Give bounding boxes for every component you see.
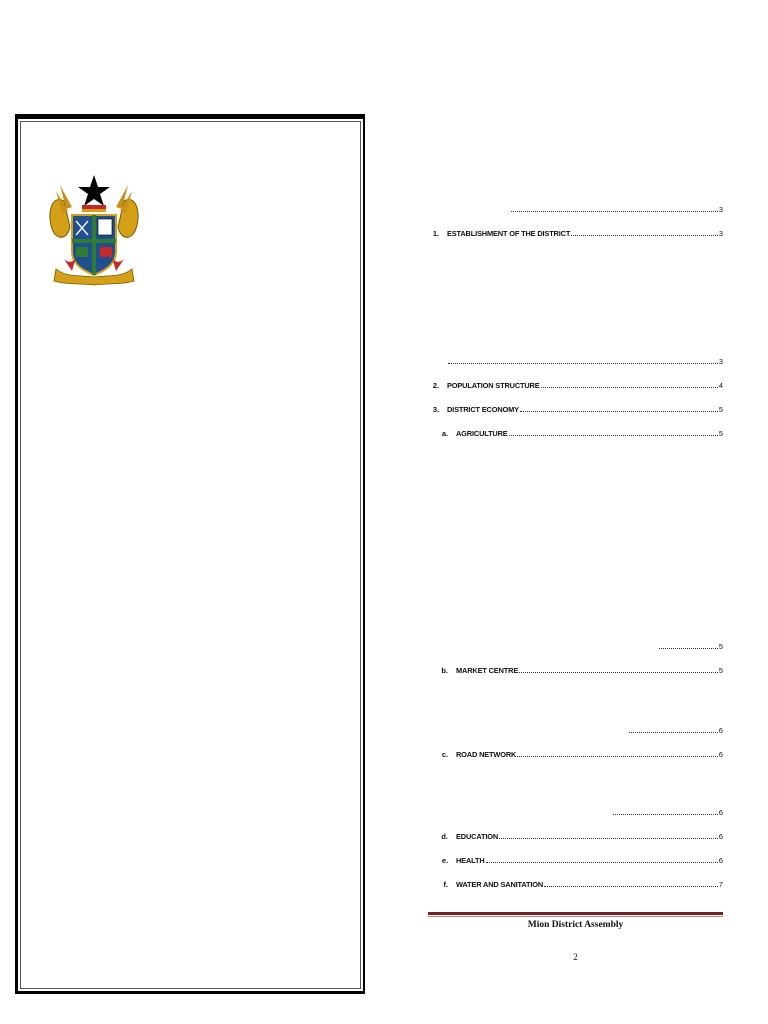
- toc-page-number: 6: [718, 750, 723, 759]
- toc-entry-number: c.: [441, 750, 448, 759]
- toc-entry[interactable]: [612, 805, 723, 817]
- toc-page-number: 6: [718, 832, 723, 841]
- toc-page-number: 5: [718, 642, 723, 651]
- toc-page-number: 5: [718, 405, 723, 414]
- toc-entry-number: a.: [441, 429, 448, 438]
- toc-leader-dots: [571, 235, 718, 236]
- toc-entry-number: 2.: [432, 381, 439, 390]
- toc-leader-dots: [520, 411, 718, 412]
- toc-entry-title: POPULATION STRUCTURE: [447, 381, 540, 390]
- toc-entry[interactable]: [430, 226, 723, 238]
- toc-entry-title: ESTABLISHMENT OF THE DISTRICT: [447, 229, 571, 238]
- toc-page-number: 6: [718, 726, 723, 735]
- toc-page-number: 3: [718, 205, 723, 214]
- toc-page-number: 6: [718, 808, 723, 817]
- toc-entry[interactable]: [430, 426, 723, 438]
- toc-entry[interactable]: [430, 663, 723, 675]
- toc-entry-number: d.: [441, 832, 448, 841]
- toc-page-number: 3: [718, 229, 723, 238]
- toc-entry[interactable]: [430, 402, 723, 414]
- toc-page-number: 5: [718, 429, 723, 438]
- cover-frame: [15, 114, 365, 994]
- toc-entry[interactable]: [447, 354, 723, 366]
- toc-entry-number: b.: [441, 666, 448, 675]
- toc-leader-dots: [541, 387, 718, 388]
- toc-leader-dots: [544, 886, 718, 887]
- toc-entry-title: HEALTH: [456, 856, 485, 865]
- footer-assembly-name: Mion District Assembly: [527, 920, 624, 930]
- toc-entry[interactable]: [430, 829, 723, 841]
- toc-entry[interactable]: [658, 639, 723, 651]
- toc-entry-number: 1.: [432, 229, 439, 238]
- toc-entry-number: 3.: [432, 405, 439, 414]
- toc-leader-dots: [659, 648, 718, 649]
- toc-entry-title: EDUCATION: [456, 832, 499, 841]
- toc-leader-dots: [511, 211, 718, 212]
- toc-entry-title: DISTRICT ECONOMY: [447, 405, 519, 414]
- toc-entry-title: MARKET CENTRE: [456, 666, 519, 675]
- footer-divider: [428, 912, 723, 915]
- toc-entry-number: e.: [441, 856, 448, 865]
- toc-page-number: 6: [718, 856, 723, 865]
- toc-entry-number: f.: [443, 880, 448, 889]
- footer-divider-thin: [428, 916, 723, 917]
- coat-of-arms-emblem: [46, 171, 142, 289]
- toc-page-number: 7: [718, 880, 723, 889]
- toc-entry[interactable]: [430, 747, 723, 759]
- toc-leader-dots: [629, 732, 718, 733]
- toc-entry-title: WATER AND SANITATION: [456, 880, 544, 889]
- toc-leader-dots: [517, 756, 718, 757]
- toc-leader-dots: [509, 435, 718, 436]
- toc-entry[interactable]: [628, 723, 723, 735]
- toc-page-number: 5: [718, 666, 723, 675]
- toc-page-number: 4: [718, 381, 723, 390]
- toc-entry[interactable]: [430, 877, 723, 889]
- toc-entry[interactable]: [430, 853, 723, 865]
- toc-entry[interactable]: [510, 202, 723, 214]
- toc-leader-dots: [613, 814, 718, 815]
- toc-entry[interactable]: [430, 378, 723, 390]
- toc-page-number: 3: [718, 357, 723, 366]
- page-number: 2: [573, 952, 578, 962]
- toc-leader-dots: [448, 363, 718, 364]
- toc-entry-title: AGRICULTURE: [456, 429, 508, 438]
- toc-leader-dots: [486, 862, 718, 863]
- toc-leader-dots: [499, 838, 718, 839]
- toc-leader-dots: [519, 672, 718, 673]
- toc-entry-title: ROAD NETWORK: [456, 750, 517, 759]
